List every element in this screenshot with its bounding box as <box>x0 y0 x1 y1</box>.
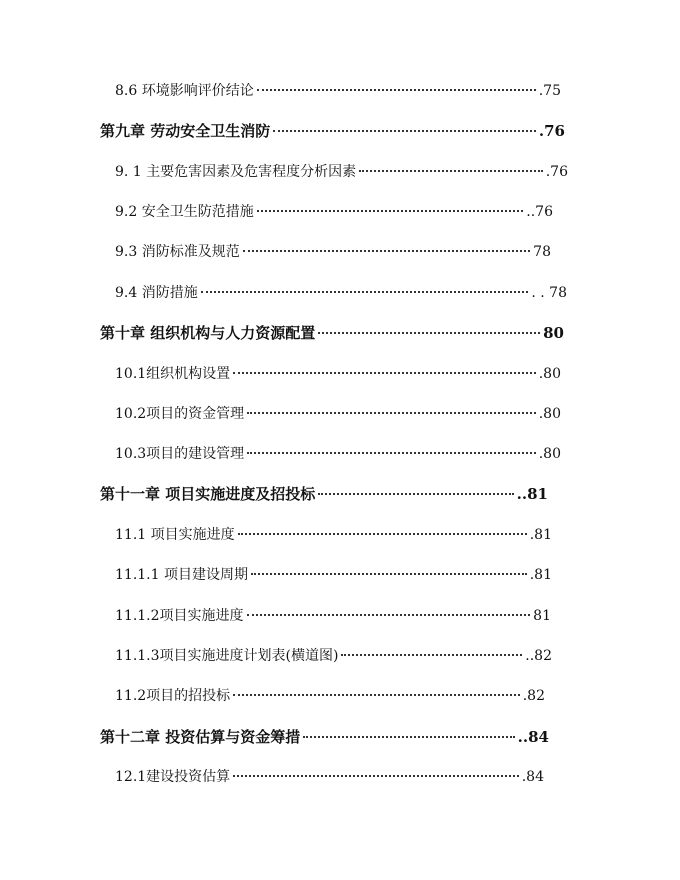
toc-chapter-10[interactable] <box>100 322 564 344</box>
toc-page-number: 78 <box>533 244 551 260</box>
toc-leader <box>257 210 524 212</box>
toc-page-number: ..84 <box>517 728 549 746</box>
toc-chapter-title: 第九章 劳动安全卫生消防 <box>100 122 271 140</box>
toc-page-number: .81 <box>529 567 552 583</box>
toc-entry-12-1[interactable] <box>115 766 544 788</box>
toc-entry-10-3[interactable] <box>115 443 561 465</box>
toc-chapter-title: 第十二章 投资估算与资金筹措 <box>100 728 301 746</box>
toc-page-number: 81 <box>533 608 551 624</box>
toc-page-number: .80 <box>538 446 561 462</box>
toc-entry-title: 10.1组织机构设置 <box>115 366 231 382</box>
toc-entry-title: 10.3项目的建设管理 <box>115 446 245 462</box>
toc-page-number: .80 <box>538 406 561 422</box>
toc-leader <box>247 452 536 454</box>
toc-leader <box>318 493 513 495</box>
toc-entry-9-4[interactable] <box>115 282 567 304</box>
toc-page-number: .76 <box>545 164 568 180</box>
toc-leader <box>238 533 527 535</box>
toc-entry-11-1-1[interactable] <box>115 564 552 586</box>
toc-page-number: ..81 <box>516 485 548 503</box>
toc-page-number: . . 78 <box>531 285 567 301</box>
toc-entry-9-2[interactable] <box>115 201 553 223</box>
toc-entry-title: 9. 1 主要危害因素及危害程度分析因素 <box>115 164 357 180</box>
toc-page-number: .80 <box>538 366 561 382</box>
toc-leader <box>257 89 536 91</box>
toc-page-number: .82 <box>522 688 545 704</box>
toc-leader <box>251 573 527 575</box>
toc-leader <box>359 170 543 172</box>
toc-page-number: .81 <box>529 527 552 543</box>
toc-entry-title: 9.3 消防标准及规范 <box>115 244 240 260</box>
toc-leader <box>233 372 536 374</box>
toc-entry-title: 10.2项目的资金管理 <box>115 406 245 422</box>
toc-page-number: ..76 <box>526 204 553 220</box>
toc-entry-title: 11.1 项目实施进度 <box>115 527 235 543</box>
toc-leader <box>341 654 522 656</box>
toc-entry-11-2[interactable] <box>115 685 545 707</box>
toc-entry-title: 11.1.2项目实施进度 <box>115 608 244 624</box>
toc-entry-9-1[interactable] <box>115 161 568 183</box>
toc-entry-11-1[interactable] <box>115 524 552 546</box>
toc-entry-11-1-3[interactable] <box>115 645 552 667</box>
toc-chapter-title: 第十章 组织机构与人力资源配置 <box>100 324 316 342</box>
toc-page-number: .75 <box>538 83 561 99</box>
toc-leader <box>233 694 520 696</box>
toc-entry-title: 9.2 安全卫生防范措施 <box>115 204 254 220</box>
toc-chapter-12[interactable] <box>100 726 549 748</box>
toc-leader <box>243 250 530 252</box>
toc-entry-8-6[interactable] <box>115 80 561 102</box>
toc-leader <box>247 412 536 414</box>
toc-entry-11-1-2[interactable] <box>115 605 551 627</box>
toc-chapter-11[interactable] <box>100 483 548 505</box>
toc-leader <box>318 332 540 334</box>
toc-entry-title: 12.1建设投资估算 <box>115 769 231 785</box>
toc-entry-9-3[interactable] <box>115 241 551 263</box>
toc-chapter-9[interactable] <box>100 120 565 142</box>
toc-page-number: .76 <box>538 122 565 140</box>
toc-entry-10-2[interactable] <box>115 403 561 425</box>
toc-entry-title: 8.6 环境影响评价结论 <box>115 83 254 99</box>
toc-page-number: ..82 <box>525 648 552 664</box>
toc-chapter-title: 第十一章 项目实施进度及招投标 <box>100 485 316 503</box>
toc-leader <box>273 130 536 132</box>
toc-entry-10-1[interactable] <box>115 363 561 385</box>
toc-entry-title: 11.1.1 项目建设周期 <box>115 567 248 583</box>
toc-entry-title: 11.1.3项目实施进度计划表(横道图) <box>115 648 339 664</box>
toc-page-number: .84 <box>521 769 544 785</box>
toc-page-number: 80 <box>543 324 564 342</box>
toc-entry-title: 9.4 消防措施 <box>115 285 198 301</box>
toc-leader <box>201 291 529 293</box>
toc-leader <box>247 614 531 616</box>
toc-entry-title: 11.2项目的招投标 <box>115 688 231 704</box>
toc-leader <box>233 775 519 777</box>
toc-leader <box>303 736 514 738</box>
